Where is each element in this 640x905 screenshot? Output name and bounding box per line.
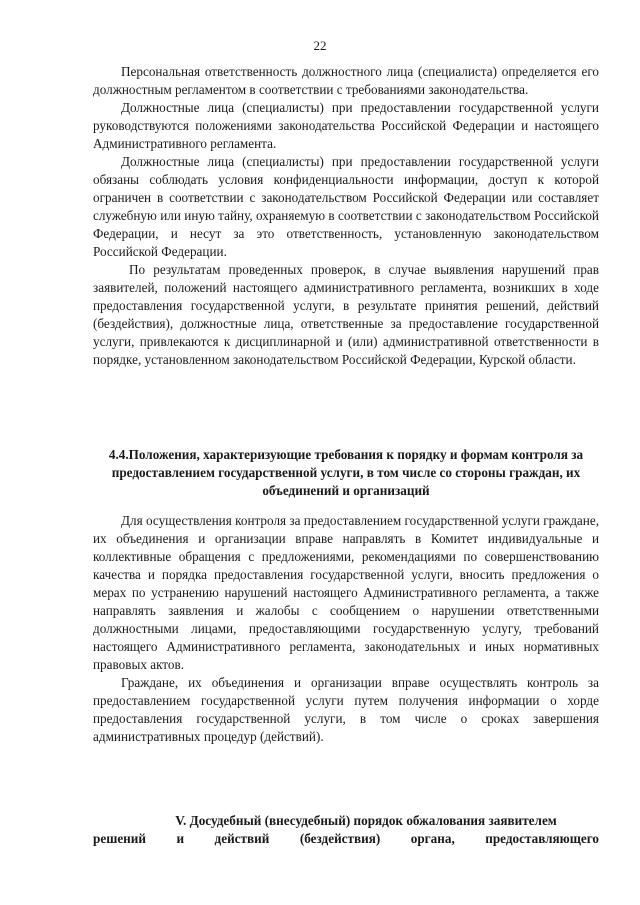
paragraph-personal-responsibility: Персональная ответственность должностного лица (специалиста) определяется его должностным регламентом в соответствии с требованиями законодательства. bbox=[93, 64, 599, 97]
section-v bbox=[93, 812, 599, 848]
section-v-heading-line1: V. Досудебный (внесудебный) порядок обжалования заявителем bbox=[175, 813, 557, 828]
section-v-heading-line2: решений и действий (бездействия) органа, предоставляющего bbox=[93, 831, 599, 846]
paragraph-officials-guided: Должностные лица (специалисты) при предоставлении государственной услуги руководствуются положениями законодательства Российской Федерации и настоящего Административного регламента. bbox=[93, 100, 599, 151]
responsibility-section bbox=[93, 63, 599, 369]
page-number: 22 bbox=[313, 38, 327, 53]
paragraph-confidentiality: Должностные лица (специалисты) при предоставлении государственной услуги обязаны соблюдать условия конфиденциальности информации, доступ к которой ограничен в соответствии с законодательством Российской Федерации или составляет служебную или иную тайну, охраняемую в соответствии с законодательством Российской Федерации, и несут за это ответственность, установленную законодательством Российской Федерации. bbox=[93, 154, 599, 259]
paragraph-citizen-information: Граждане, их объединения и организации вправе осуществлять контроль за предоставлением государственной услуги путем получения информации о хорде предоставления государственной услуги, в том числе о сроках завершения административных процедур (действий). bbox=[93, 675, 599, 744]
section-4-4-heading: 4.4.Положения, характеризующие требования к порядку и формам контроля за предоставлением государственной услуги, в том числе со стороны граждан, их объединений и организаций bbox=[108, 447, 584, 498]
paragraph-citizen-control: Для осуществления контроля за предоставлением государственной услуги граждане, их объединения и организации вправе направлять в Комитет индивидуальные и коллективные обращения с предложениями, рекомендациями по совершенствованию качества и порядка предоставления государственной услуги, вносить предложения о мерах по устранению нарушений настоящего Административного регламента, а также направлять заявления и жалобы с сообщением о нарушении ответственными должностными лицами, предоставляющими государственную услугу, требований настоящего Административного регламента, законодательных и иных нормативных правовых актов. bbox=[93, 513, 599, 672]
paragraph-inspection-results: По результатам проведенных проверок, в случае выявления нарушений прав заявителей, положений настоящего административного регламента, возникших в ходе предоставления государственной услуги, в результате принятия решений, действий (бездействия), должностные лица, ответственные за предоставление государственной услуги, привлекаются к дисциплинарной и (или) административной ответственности в порядке, установленном законодательством Российской Федерации, Курской области. bbox=[93, 262, 599, 367]
section-4-4 bbox=[93, 446, 599, 746]
